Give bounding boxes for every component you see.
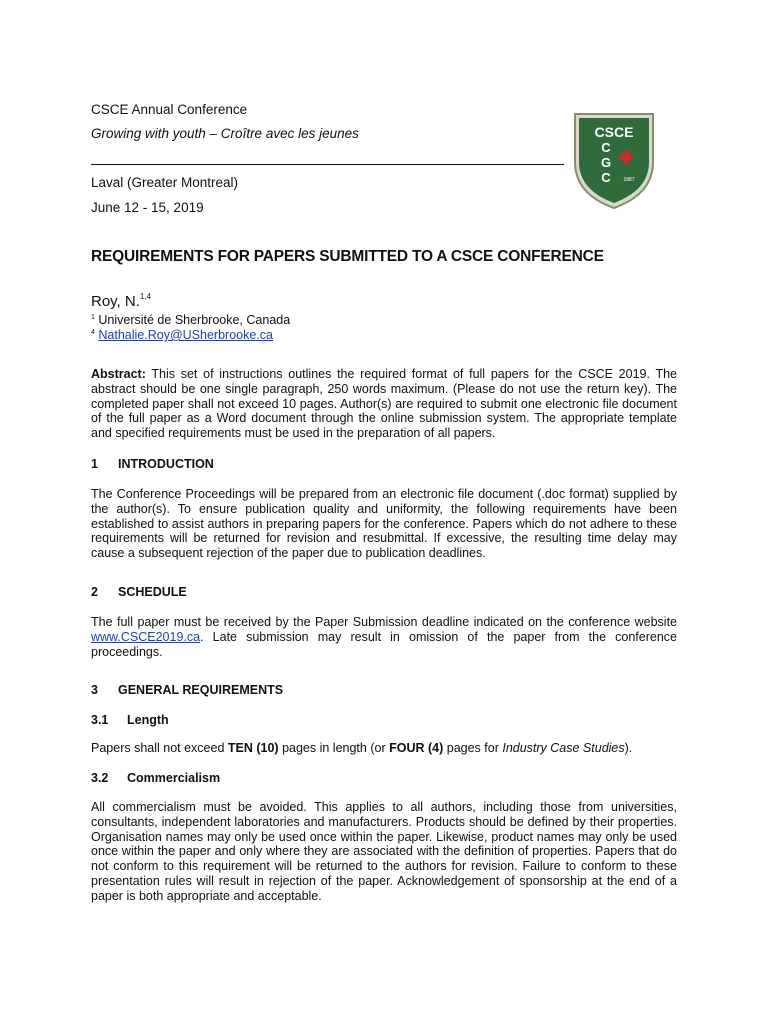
- section-3-1-title: Length: [127, 713, 169, 727]
- logo-letter-g: G: [600, 155, 612, 170]
- section-1-number: 1: [91, 457, 98, 471]
- logo-text-csce: CSCE: [594, 124, 634, 140]
- section-3-heading: [91, 683, 283, 697]
- logo-year: 1887: [623, 177, 635, 183]
- section-2-text-after: . Late submission may result in omission of the paper from the conference proceedings.: [91, 629, 677, 659]
- section-1-paragraph: The Conference Proceedings will be prepared from an electronic file document (.doc format) supplied by the author(s). To ensure publication quality and uniformity, the following requirements have been established to assist authors in preparing papers for the conference. Papers which do not adhere to these requirements will be returned for revision and resubmittal. If excessive, the resulting time delay may cause a subsequent rejection of the paper due to publication deadlines.: [91, 487, 677, 561]
- length-text-4: ).: [624, 741, 633, 755]
- affiliation-2-superscript: 4: [91, 328, 95, 336]
- section-2-title: SCHEDULE: [118, 585, 187, 599]
- length-text-1: Papers shall not exceed: [91, 741, 228, 755]
- affiliation-1-superscript: 1: [91, 313, 95, 321]
- logo-letter-c: C: [601, 140, 611, 155]
- affiliation-2: [91, 328, 273, 342]
- conference-name: CSCE Annual Conference: [91, 102, 248, 117]
- section-2-text-before: The full paper must be received by the Paper Submission deadline indicated on the conference website: [91, 615, 677, 629]
- section-3-1-heading: [91, 713, 169, 727]
- section-2-number: 2: [91, 585, 98, 599]
- section-3-1-paragraph: [91, 741, 677, 756]
- industry-case-studies-italic: Industry Case Studies: [502, 741, 625, 755]
- conference-tagline: Growing with youth – Croître avec les jeunes: [91, 126, 359, 141]
- length-text-2: pages in length (or: [278, 741, 390, 755]
- conference-dates: June 12 - 15, 2019: [91, 200, 204, 215]
- conference-location: Laval (Greater Montreal): [91, 175, 239, 190]
- affiliation-1-text: Université de Sherbrooke, Canada: [98, 313, 291, 327]
- section-3-2-title: Commercialism: [127, 771, 221, 785]
- author-line: [91, 293, 151, 310]
- length-four-bold: FOUR (4): [389, 741, 444, 755]
- section-3-1-number: 3.1: [91, 713, 109, 727]
- affiliation-1: [91, 313, 290, 327]
- section-3-title: GENERAL REQUIREMENTS: [118, 683, 284, 697]
- section-1-title: INTRODUCTION: [118, 457, 214, 471]
- logo-letter-c2: C: [601, 170, 611, 185]
- csce-shield-logo: [571, 110, 657, 210]
- abstract-text: This set of instructions outlines the required format of full papers for the CSCE 2019. The abstract should be one single paragraph, 250 words maximum. (Please do not use the return key). The completed paper shall not exceed 10 pages. Author(s) are required to submit one electronic file document of the full paper as a Word document through the online submission system. The appropriate template and specified requirements must be used in the preparation of all papers.: [91, 367, 677, 441]
- section-3-2-paragraph: All commercialism must be avoided. This applies to all authors, including those from universities, consultants, independent laboratories and manufacturers. Products should be defined by their properties. Organisation names may only be used once within the paper. Likewise, product names may only be used once within the paper and only where they are associated with the definition of properties. Papers that do not conform to this requirement will be returned to the authors for revision. Failure to conform to these presentation rules will result in rejection of the paper. Acknowledgement of sponsorship at the end of a paper is both appropriate and acceptable.: [91, 800, 677, 903]
- length-ten-bold: TEN (10): [227, 741, 279, 755]
- document-title: REQUIREMENTS FOR PAPERS SUBMITTED TO A CSCE CONFERENCE: [91, 248, 604, 265]
- section-2-paragraph: [91, 615, 677, 659]
- abstract-paragraph: [91, 367, 677, 441]
- abstract-label: Abstract:: [91, 367, 146, 381]
- section-1-heading: [91, 457, 214, 471]
- header-divider: [91, 164, 564, 165]
- length-text-3: pages for: [443, 741, 503, 755]
- conference-website-link[interactable]: www.CSCE2019.ca: [91, 629, 201, 644]
- section-2-heading: [91, 585, 187, 599]
- author-name: Roy, N.: [91, 293, 140, 310]
- section-3-2-heading: [91, 771, 220, 785]
- section-3-number: 3: [91, 683, 98, 697]
- author-superscript: 1,4: [139, 292, 152, 301]
- author-email-link[interactable]: Nathalie.Roy@USherbrooke.ca: [98, 328, 273, 342]
- section-3-2-number: 3.2: [91, 771, 109, 785]
